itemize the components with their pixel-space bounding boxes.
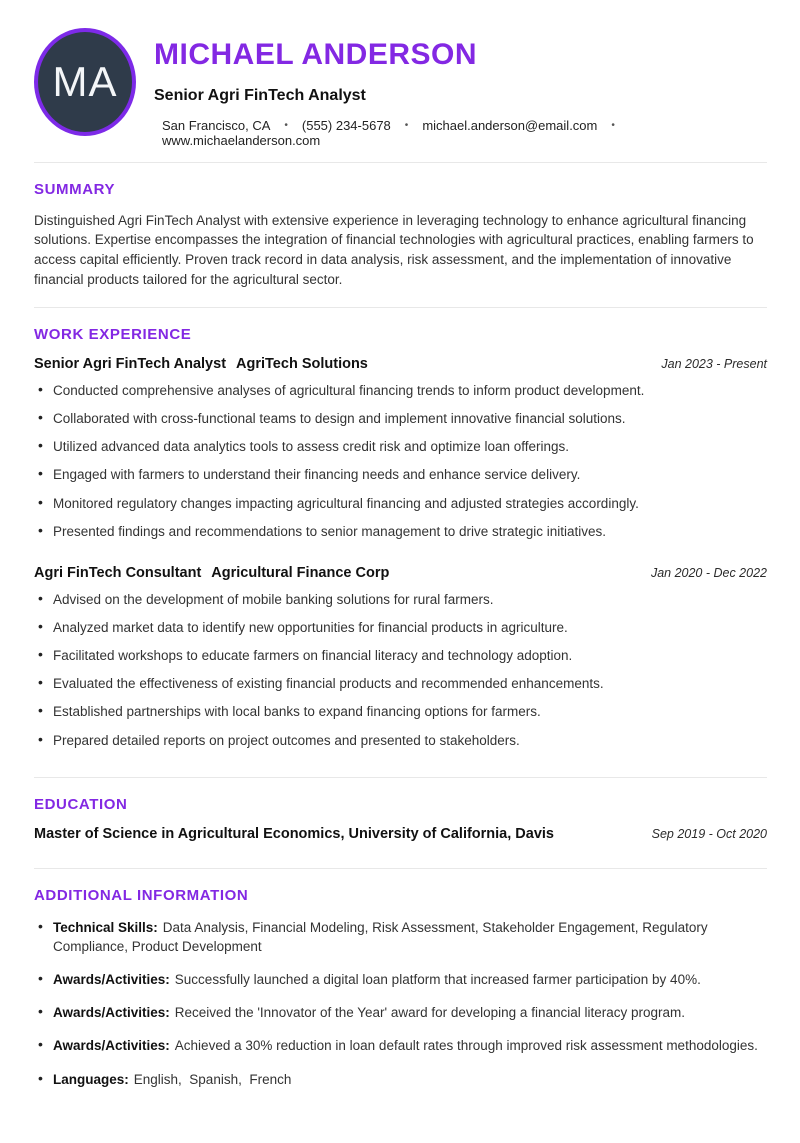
job-bullet: • Utilized advanced data analytics tools to assess credit risk and optimize loan offerings. (34, 437, 767, 456)
job-bullet: • Prepared detailed reports on project outcomes and presented to stakeholders. (34, 731, 767, 750)
item-text: English, Spanish, French (133, 1071, 292, 1087)
additional-info-heading: ADDITIONAL INFORMATION (34, 886, 249, 904)
summary-section (34, 181, 767, 290)
section-divider (34, 777, 767, 778)
item-label: Languages: (53, 1071, 129, 1087)
education-entry (34, 826, 767, 842)
item-label: Awards/Activities: (53, 1005, 170, 1021)
job-title: Agri FinTech Consultant (34, 564, 202, 581)
additional-info-item (34, 1003, 767, 1022)
item-label: Awards/Activities: (53, 972, 170, 988)
job-bullet: • Monitored regulatory changes impacting agricultural financing and adjusted strategies accordingly. (34, 494, 767, 513)
section-divider (34, 307, 767, 308)
job-bullet: • Advised on the development of mobile banking solutions for rural farmers. (34, 590, 767, 609)
job-entry (34, 565, 767, 750)
job-header (34, 565, 767, 581)
job-bullet: • Presented findings and recommendations to senior management to drive strategic initiatives. (34, 522, 767, 541)
section-divider (34, 162, 767, 163)
contact-email: michael.anderson@email.com (422, 117, 598, 133)
job-bullet: • Conducted comprehensive analyses of agricultural financing trends to inform product development. (34, 381, 767, 400)
contact-separator: • (284, 119, 288, 131)
education-degree: Master of Science in Agricultural Economics, University of California, Davis (34, 825, 554, 842)
candidate-name: MICHAEL ANDERSON (154, 38, 478, 71)
job-company: AgriTech Solutions (236, 355, 368, 372)
resume-header (34, 28, 767, 148)
contact-location: San Francisco, CA (162, 117, 271, 133)
additional-info-item (34, 1070, 767, 1089)
job-title: Senior Agri FinTech Analyst (34, 355, 227, 372)
experience-heading: WORK EXPERIENCE (34, 325, 192, 343)
item-label: Awards/Activities: (53, 1038, 170, 1054)
job-entry (34, 356, 767, 541)
job-company: Agricultural Finance Corp (211, 564, 390, 581)
contact-phone: (555) 234-5678 (301, 117, 391, 133)
job-bullet: • Analyzed market data to identify new opportunities for financial products in agriculture. (34, 618, 767, 637)
item-label: Technical Skills: (53, 919, 158, 935)
avatar (34, 28, 136, 136)
professional-title: Senior Agri FinTech Analyst (154, 86, 366, 104)
item-text: Achieved a 30% reduction in loan default rates through improved risk assessment methodologies. (174, 1038, 758, 1054)
item-text: Received the 'Innovator of the Year' award for developing a financial literacy program. (174, 1005, 686, 1021)
avatar-initials: MA (52, 58, 118, 105)
contact-separator: • (611, 119, 615, 131)
experience-section (34, 326, 767, 750)
education-heading: EDUCATION (34, 795, 128, 813)
job-bullet: • Collaborated with cross-functional teams to design and implement innovative financial solutions. (34, 409, 767, 428)
additional-info-list (34, 918, 767, 1089)
contact-separator: • (404, 119, 409, 131)
contact-website: www.michaelanderson.com (162, 132, 321, 148)
item-text: Data Analysis, Financial Modeling, Risk Assessment, Stakeholder Engagement, Regulatory Compliance, Product Development (53, 919, 712, 954)
additional-info-item (34, 970, 767, 989)
job-dates: Jan 2020 - Dec 2022 (650, 565, 767, 580)
job-bullet: • Facilitated workshops to educate farmers on financial literacy and technology adoption. (34, 646, 767, 665)
additional-info-item (34, 918, 767, 956)
contact-row (162, 118, 767, 148)
additional-info-item (34, 1036, 767, 1055)
job-title-line (34, 356, 368, 372)
summary-text: Distinguished Agri FinTech Analyst with extensive experience in leveraging technology to enhance agricultural financing solutions. Expertise encompasses the integration of financial technologies with agricultural practices, enabling farmers to access capital efficiently. Proven track record in data analysis, risk assessment, and the implementation of innovative financial products tailored for the agricultural sector. (34, 212, 754, 288)
job-dates: Jan 2023 - Present (661, 356, 767, 371)
additional-info-section (34, 887, 767, 1089)
header-text (154, 28, 767, 148)
job-bullet: • Established partnerships with local banks to expand financing options for farmers. (34, 702, 767, 721)
item-text: Successfully launched a digital loan platform that increased farmer participation by 40%. (174, 972, 701, 988)
job-bullet-list (34, 381, 767, 541)
education-dates: Sep 2019 - Oct 2020 (651, 826, 767, 841)
job-bullet: • Engaged with farmers to understand their financing needs and enhance service delivery. (34, 465, 767, 484)
section-divider (34, 868, 767, 869)
job-bullet-list (34, 590, 767, 750)
education-section (34, 796, 767, 842)
job-header (34, 356, 767, 372)
job-bullet: • Evaluated the effectiveness of existing financial products and recommended enhancements. (34, 674, 767, 693)
job-title-line (34, 565, 389, 581)
summary-heading: SUMMARY (34, 180, 116, 198)
